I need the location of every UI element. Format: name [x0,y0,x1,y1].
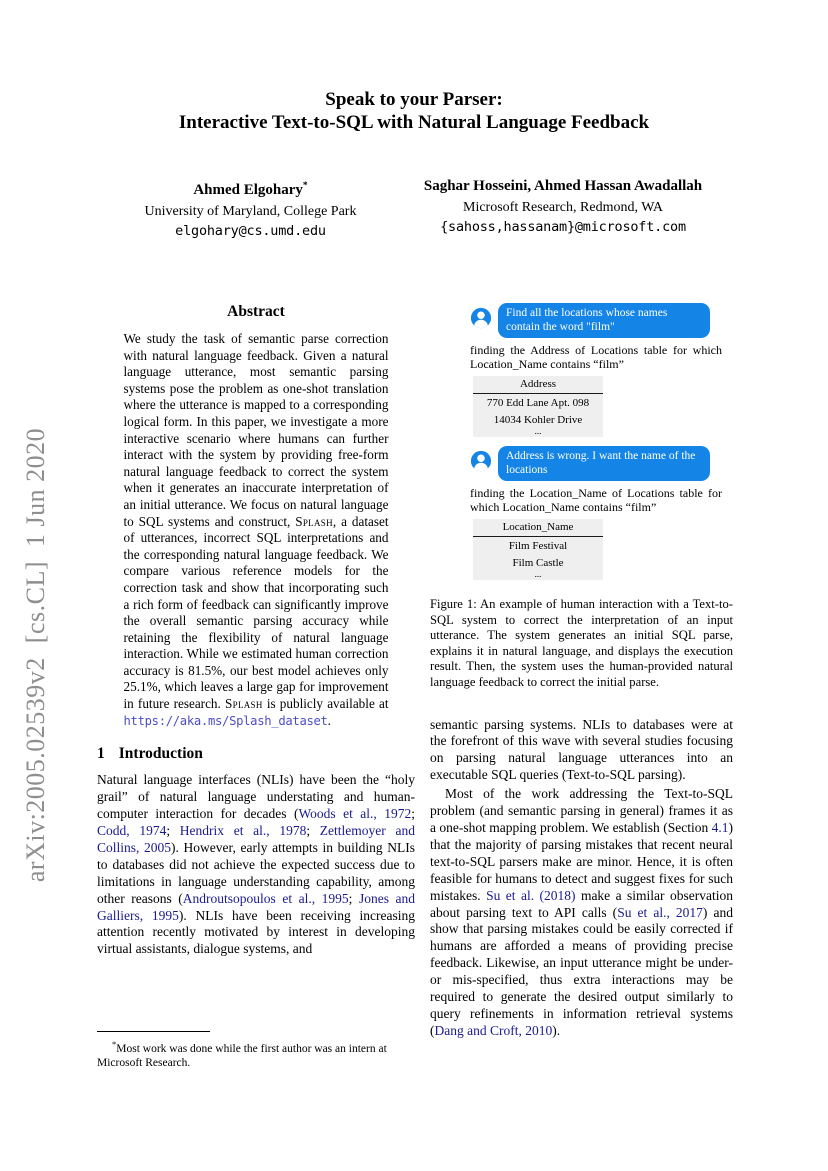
user-avatar-icon [470,450,492,472]
chat-exchange-2 [470,446,733,481]
text-run: ). [552,1022,561,1038]
abstract-text [124,331,389,729]
table-row [473,394,603,412]
paper-title-line1: Speak to your Parser: [325,89,503,110]
author-affiliation-2: Microsoft Research, Redmond, WA [463,200,663,215]
text-run: is publicly available at [262,696,389,712]
intro-paragraph [97,772,415,958]
author-affiliation-1: University of Maryland, College Park [144,204,357,219]
author-name-2: Saghar Hosseini, Ahmed Hassan Awadallah [423,178,703,194]
figure-caption: Figure 1: An example of human interaction with a Text-to-SQL system to correct the interpretation of an input utterance. The system generates an initial SQL parse, explains it in natural language, and displays the execution result. Then, the system uses the human-provided natural language feedback to correct the initial parse. [430,597,733,689]
right-column [430,303,733,1040]
footnote-rule [97,1031,210,1032]
table-cell: 14034 Kohler Drive [493,414,583,426]
text-run: ; [411,806,415,822]
author-block [104,177,729,239]
body-paragraph-1: semantic parsing systems. NLIs to databases were at the forefront of this wave with several studies focusing on parsing natural language utterances into an executable SQL queries (Text-to-SQL parsing). [430,716,733,783]
sql-explanation-1: finding the Address of Locations table for which Location_Name contains “film” [470,343,722,371]
text-run: ). NLIs have been receiving increasing attention recently motivated by interest in developing virtual assistants, dialogue systems, and [97,907,415,957]
author-email-1: elgohary@cs.umd.edu [175,223,326,239]
sql-explanation-2: finding the Location_Name of Locations table for which Location_Name contains “film” [470,486,722,514]
author-column-2 [397,177,729,239]
footnote-text-body: Most work was done while the first author was an intern at Microsoft Research. [97,1042,387,1069]
text-run: ; [166,822,180,838]
text-run: ) that the majority of parsing mistakes that recent neural text-to-SQL parsers make are minor. Hence, it is often feasible for humans to detect and suggest fixes for such mistakes. [430,820,733,903]
left-column [97,303,415,958]
text-run: . [327,712,331,728]
text-run: ; [348,890,359,906]
footnote-marker: * [302,181,308,191]
author-column-1 [104,177,397,239]
abstract-heading: Abstract [227,303,285,320]
section-number: 1 [97,745,105,763]
body-paragraph-2 [430,786,733,1040]
chat-exchange-1 [470,303,733,338]
section-heading-introduction [97,745,415,763]
citation-link[interactable]: Androutsopoulos et al., 1995 [182,890,349,906]
text-run: ; [306,822,320,838]
paper-title-line2: Interactive Text-to-SQL with Natural Language Feedback [178,112,650,133]
citation-link[interactable]: Zettlemoyer and Collins, 2005 [97,822,415,855]
footnote-text [97,1037,415,1070]
text-run: Most of the work addressing the Text-to-SQL problem (and semantic parsing in general) frames it as a one-shot mapping problem. We establish (Section [430,786,733,835]
result-table-address [473,376,603,437]
footnote-marker-inline: * [112,1039,117,1049]
table-row [473,537,603,555]
table-header-row [473,519,603,537]
result-table-location-name [473,519,603,580]
text-run: make a similar observation about parsing text to API calls ( [430,887,733,920]
text-run: ) and show that parsing mistakes could be easily corrected if humans are afforded a means of providing precise feedback. Likewise, an input utterance might be under- or mis-specified, thus extra interactions may be required to generate the desired output similarly to query refinements in information retrieval systems ( [430,904,733,1038]
table-header-row [473,376,603,394]
text-run: We study the task of semantic parse correction with natural language feedback. Given a natural language utterance, most semantic parsing systems pose the problem as one-shot translation where the utterance is mapped to a corresponding logical form. In this paper, we investigate a more interactive scenario where humans can further interact with the system by providing free-form natural language feedback to correct the system when it generates an inaccurate interpretation of an initial utterance. We focus on natural language to SQL systems and construct, [123,331,389,529]
arxiv-watermark: arXiv:2005.02539v2 [cs.CL] 1 Jun 2020 [21,427,50,883]
paper-title [0,88,828,134]
smallcaps-name: Splash [225,696,263,712]
table-cell: Film Festival [508,540,568,552]
smallcaps-name: Splash [295,513,333,529]
author-name-1-text: Ahmed Elgohary [193,182,303,198]
table-header-location-name: Location_Name [473,519,603,537]
citation-link[interactable]: Jones and Galliers, 1995 [97,890,415,923]
citation-link[interactable]: 4.1 [711,820,729,835]
chat-bubble-feedback: Address is wrong. I want the name of the locations [498,446,710,481]
user-avatar-icon [470,307,492,329]
author-name-1 [104,177,397,199]
citation-link[interactable]: Su et al. (2018) [486,887,576,903]
text-run: Natural language interfaces (NLIs) have been the “holy grail” of natural language understating and human-computer interaction for decades ( [97,772,415,822]
author-email-2: {sahoss,hassanam}@microsoft.com [440,219,686,235]
citation-link[interactable]: Woods et al., 1972 [298,806,412,822]
table-ellipsis: ... [534,426,542,436]
citation-link[interactable]: Su et al., 2017 [617,904,703,920]
citation-link[interactable]: Dang and Croft, 2010 [434,1022,553,1038]
table-row-ellipsis [473,428,603,437]
table-header-address: Address [473,376,603,394]
text-run: , a dataset of utterances, incorrect SQL interpretations and the corresponding natural language feedback. We compare various reference models for the correction task and show that incorporating such a rich form of feedback can significantly improve the overall semantic parsing accuracy while retaining the flexibility of natural language interaction. While we estimated human correction accuracy is 81.5%, our best model achieves only 25.1%, which leaves a large gap for improvement in future research. [123,513,389,712]
dataset-url-link[interactable]: https://aka.ms/Splash_dataset [123,713,328,728]
section-title: Introduction [118,745,203,763]
chat-bubble-utterance: Find all the locations whose names contain the word "film" [498,303,710,338]
citation-link[interactable]: Codd, 1974 [97,822,167,838]
table-cell: Film Castle [512,557,564,569]
table-ellipsis: ... [534,569,542,579]
footnote-block [97,1031,415,1070]
text-run: ). However, early attempts in building NLIs to databases did not achieve the expected success due to limitations in language understanding capability, among other reasons ( [97,839,415,906]
citation-link[interactable]: Hendrix et al., 1978 [179,822,307,838]
table-cell: 770 Edd Lane Apt. 098 [486,397,590,409]
figure-1 [430,303,733,691]
table-row-ellipsis [473,571,603,580]
